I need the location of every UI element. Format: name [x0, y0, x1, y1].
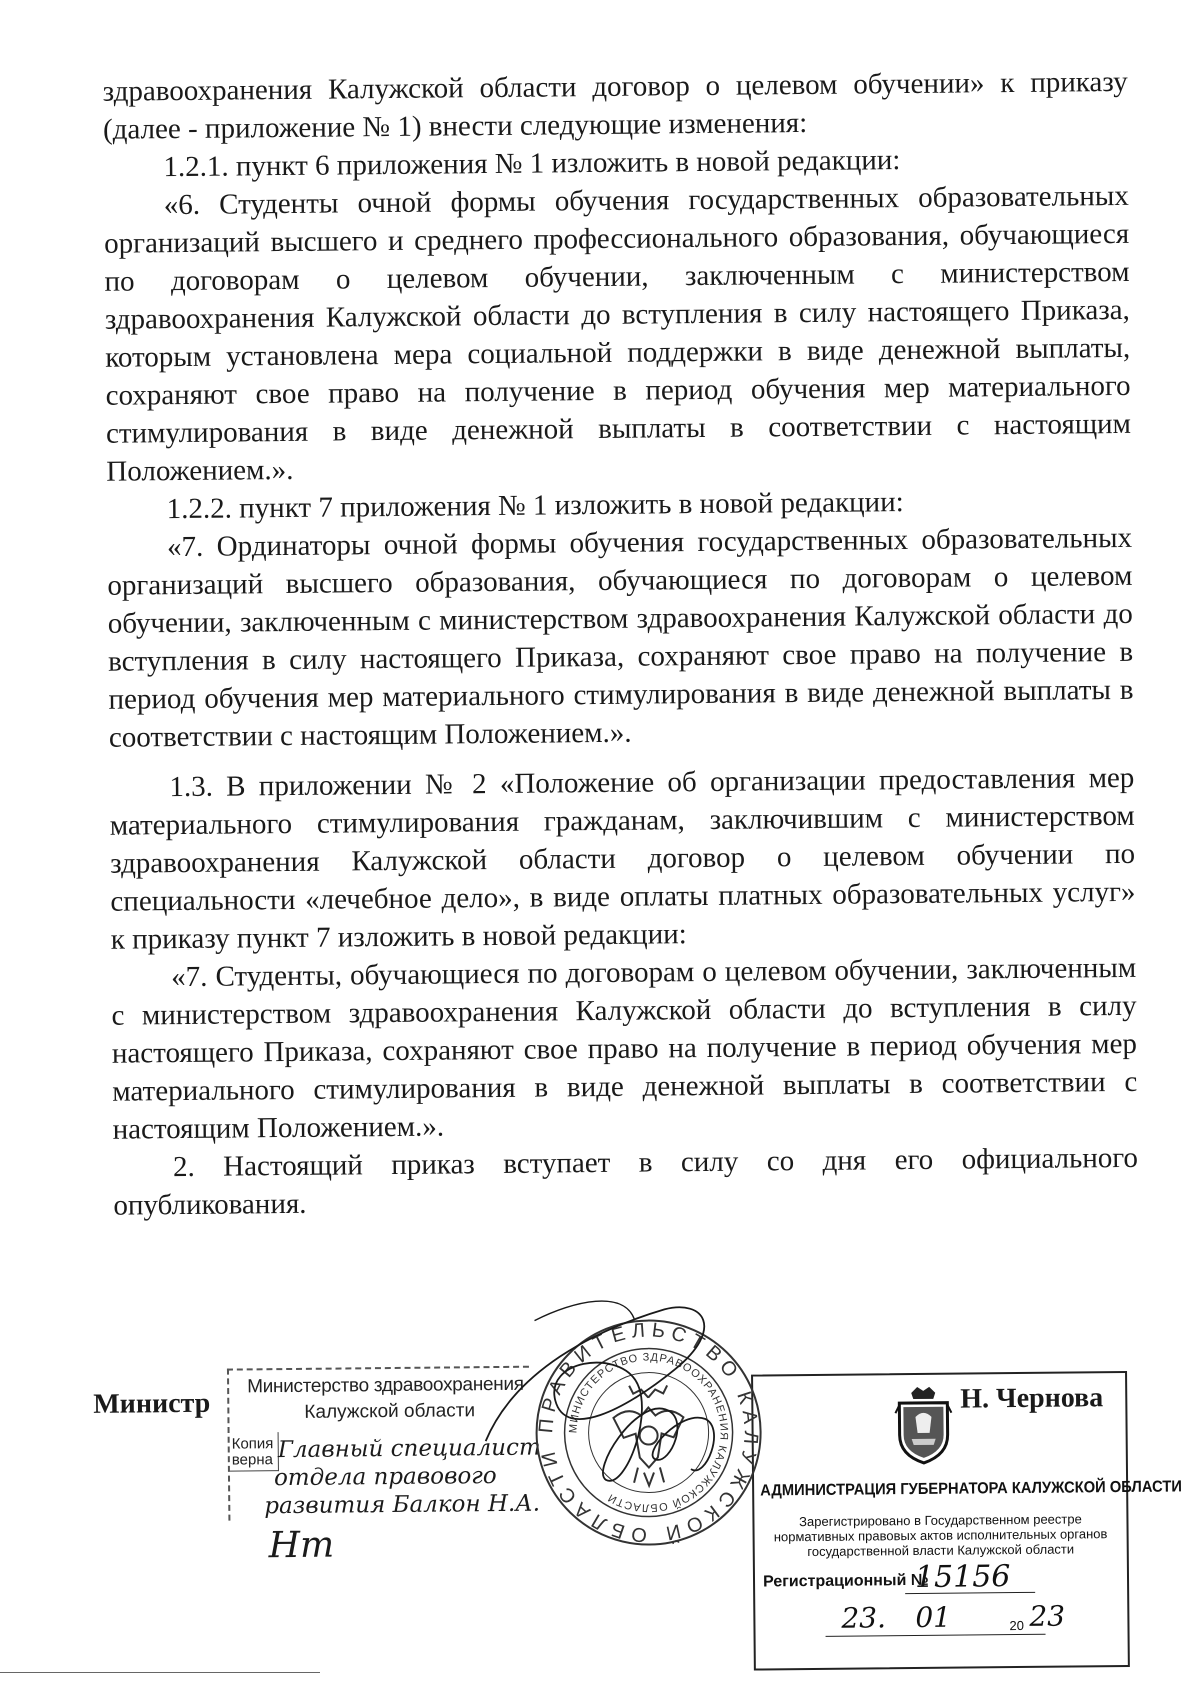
handwritten-position-line2: отдела правового [273, 1463, 497, 1492]
handwritten-position-line1: Главный специалист [277, 1434, 541, 1464]
registration-year-suffix: 23 [1029, 1599, 1066, 1633]
paragraph-1-2-2: 1.2.2. пункт 7 приложения № 1 изложить в новой редакции: [166, 486, 904, 526]
seal-inner-text: МИНИСТЕРСТВО ЗДРАВООХРАНЕНИЯ КАЛУЖСКОЙ ОБЛАСТИ [567, 1351, 730, 1514]
paragraph-point-7-residents: «7. Ординаторы очной формы обучения государственных образовательных организаций высшего образования, обучающиеся по договорам о целевом обучении, заключенным с министерством здравоохранения Калужской области до вступления в силу настоящего Приказа, сохраняют свое право на получение в период обучения мер материального стимулирования в виде денежной выплаты в соответствии с настоящим Положением.». [107, 521, 1134, 754]
seal-outer-text: ПРАВИТЕЛЬСТВО КАЛУЖСКОЙ ОБЛАСТИ [535, 1319, 762, 1547]
registration-stamp [751, 1371, 1182, 1671]
handwritten-signature [474, 1288, 796, 1541]
signatory-name: Н. Чернова [960, 1382, 1104, 1415]
coat-of-arms-icon [893, 1383, 954, 1466]
paragraph-point-6: «6. Студенты очной формы обучения государственных образовательных организаций высшего и среднего профессионального образования, обучающиеся по договорам о целевом обучении, заключенным с министерством здравоохранения Калужской области до вступления в силу настоящего Приказа, которым установлена мера социальной поддержки в виде денежной выплаты, сохраняют свое право на получение в период обучения мер материального стимулирования в виде денежной выплаты в соответствии с настоящим Положением.». [104, 179, 1132, 488]
registration-number-label: Регистрационный № [762, 1571, 929, 1591]
copy-label: Копия верна [231, 1435, 274, 1469]
paragraph-continuation: здравоохранения Калужской области договор о целевом обучении» к приказу (далее - приложение № 1) внести следующие изменения: [102, 65, 1128, 146]
signatory-position: Министр [93, 1387, 211, 1420]
copy-stamp-org-line1: Министерство здравоохранения [247, 1373, 524, 1398]
page-bottom-rule [0, 1672, 320, 1673]
registration-statement: Зарегистрировано в Государственном реестре нормативных правовых актов исполнительных органов государственной власти Калужской области [773, 1511, 1108, 1560]
document-body [103, 63, 1139, 1225]
registration-number: 15156 [914, 1559, 1011, 1596]
paragraph-1-2-1: 1.2.1. пункт 6 приложения № 1 изложить в новой редакции: [163, 144, 901, 184]
registration-date-month: 01 [915, 1600, 952, 1635]
paragraph-2-effective: 2. Настоящий приказ вступает в силу со дня его официального опубликования. [113, 1141, 1139, 1222]
paragraph-point-7-students: «7. Студенты, обучающиеся по договорам о целевом обучении, заключенным с министерством здравоохранения Калужской области до вступления в силу настоящего Приказа, сохраняют свое право на получение в период обучения мер материального стимулирования в виде денежной выплаты в соответствии с настоящим Положением.». [111, 951, 1138, 1146]
registration-year-prefix: 20 [1009, 1617, 1025, 1634]
paragraph-1-3: 1.3. В приложении № 2 «Положение об организации предоставления мер материального стимулирования гражданам, заключившим с министерством здравоохранения Калужской области договор о целевом обучении по специальности «лечебное дело», в виде оплаты платных образовательных услуг» к приказу пункт 7 изложить в новой редакции: [109, 761, 1136, 956]
registration-date-day: 23. [841, 1601, 887, 1635]
handwritten-position-line3: развития Балкон Н.А. [264, 1490, 541, 1520]
copy-stamp-org-line2: Калужской области [304, 1400, 476, 1423]
handwritten-initials: Нт [268, 1524, 335, 1567]
registration-authority: АДМИНИСТРАЦИЯ ГУБЕРНАТОРА КАЛУЖСКОЙ ОБЛАСТИ [760, 1478, 1182, 1500]
